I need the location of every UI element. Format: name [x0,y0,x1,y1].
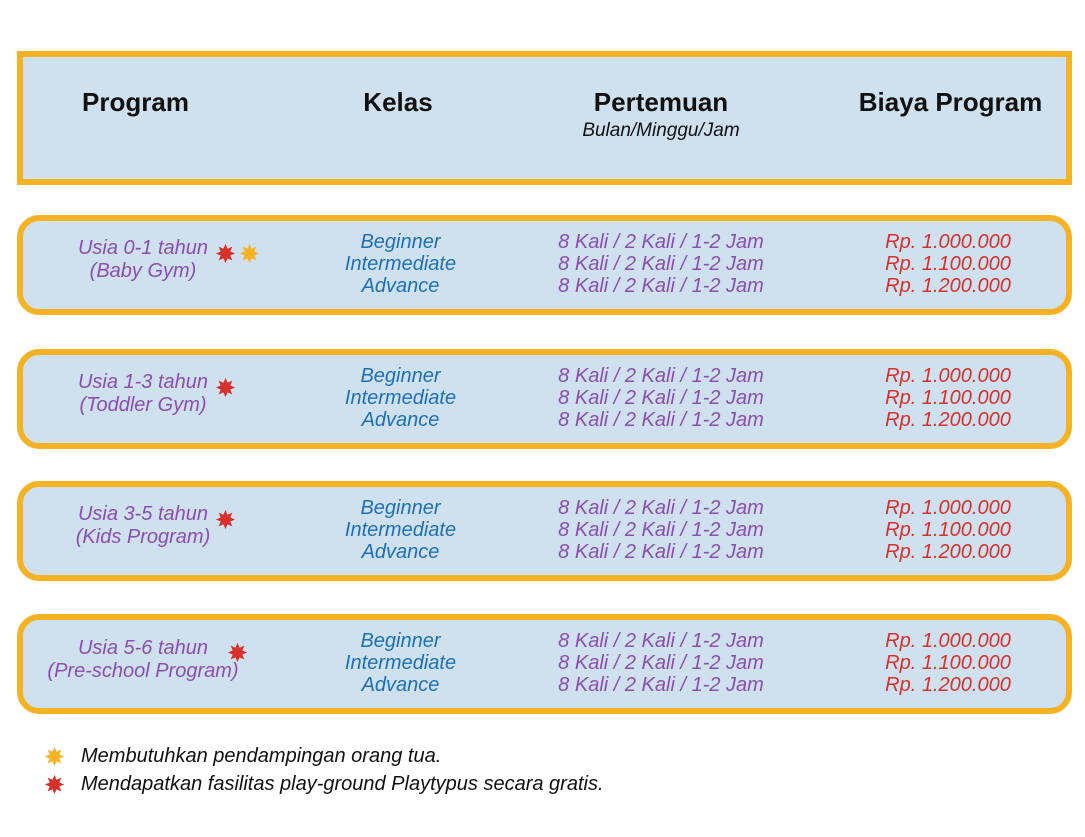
price-list [858,231,1038,297]
program-age: Usia 1-3 tahun [77,371,209,393]
header-pertemuan-label: Pertemuan [593,87,729,117]
class-item: Beginner [360,630,441,652]
red-star-icon [215,509,236,530]
header-kelas [313,87,483,117]
program-badges [215,509,236,530]
program-row [17,614,1072,714]
meeting-item: 8 Kali / 2 Kali / 1-2 Jam [558,365,764,387]
red-star-icon [215,243,236,264]
price-item: Rp. 1.000.000 [885,365,1011,387]
meeting-item: 8 Kali / 2 Kali / 1-2 Jam [558,409,764,431]
header-biaya-label: Biaya Program [858,87,1043,117]
program-title: (Kids Program) [75,526,211,548]
table-header [17,51,1072,185]
price-list [858,497,1038,563]
program-row [17,481,1072,581]
meeting-item: 8 Kali / 2 Kali / 1-2 Jam [558,275,764,297]
class-item: Intermediate [344,253,457,275]
meeting-item: 8 Kali / 2 Kali / 1-2 Jam [558,231,764,253]
yellow-star-icon [44,746,65,767]
price-item: Rp. 1.100.000 [885,519,1011,541]
price-list [858,630,1038,696]
price-item: Rp. 1.100.000 [885,387,1011,409]
price-item: Rp. 1.100.000 [885,652,1011,674]
program-age: Usia 3-5 tahun [77,503,209,525]
legend-free-playground [44,773,604,796]
red-star-icon [215,377,236,398]
meeting-item: 8 Kali / 2 Kali / 1-2 Jam [558,674,764,696]
price-list [858,365,1038,431]
legend-text: Mendapatkan fasilitas play-ground Playtypus secara gratis. [81,773,604,795]
yellow-star-icon [239,243,260,264]
program-badges [215,243,260,264]
class-item: Advance [361,409,440,431]
class-item: Beginner [360,365,441,387]
class-item: Advance [361,674,440,696]
program-title: (Baby Gym) [89,260,197,282]
class-list [313,231,488,297]
meeting-list [536,231,786,297]
price-item: Rp. 1.000.000 [885,630,1011,652]
price-item: Rp. 1.200.000 [885,409,1011,431]
class-item: Intermediate [344,519,457,541]
header-program-label: Program [82,87,189,117]
header-pertemuan [536,87,786,143]
price-item: Rp. 1.000.000 [885,231,1011,253]
class-item: Advance [361,541,440,563]
program-age: Usia 5-6 tahun [77,637,209,659]
legend-parent-accompaniment [44,745,441,768]
program-name [35,637,251,683]
program-badges [215,377,236,398]
price-item: Rp. 1.200.000 [885,275,1011,297]
program-row [17,349,1072,449]
price-item: Rp. 1.200.000 [885,541,1011,563]
header-kelas-label: Kelas [363,87,433,117]
meeting-item: 8 Kali / 2 Kali / 1-2 Jam [558,541,764,563]
class-list [313,365,488,431]
meeting-item: 8 Kali / 2 Kali / 1-2 Jam [558,652,764,674]
class-list [313,497,488,563]
meeting-item: 8 Kali / 2 Kali / 1-2 Jam [558,519,764,541]
program-age: Usia 0-1 tahun [77,237,209,259]
meeting-item: 8 Kali / 2 Kali / 1-2 Jam [558,630,764,652]
meeting-list [536,497,786,563]
class-item: Beginner [360,497,441,519]
class-item: Advance [361,275,440,297]
price-item: Rp. 1.100.000 [885,253,1011,275]
program-row [17,215,1072,315]
header-program [23,87,248,117]
meeting-list [536,630,786,696]
program-title: (Toddler Gym) [79,394,207,416]
class-item: Intermediate [344,387,457,409]
header-pertemuan-sub: Bulan/Minggu/Jam [582,120,740,141]
meeting-item: 8 Kali / 2 Kali / 1-2 Jam [558,387,764,409]
program-badges [227,642,248,663]
red-star-icon [44,774,65,795]
price-item: Rp. 1.000.000 [885,497,1011,519]
legend-text: Membutuhkan pendampingan orang tua. [81,745,442,767]
header-biaya [828,87,1073,117]
red-star-icon [227,642,248,663]
class-item: Intermediate [344,652,457,674]
meeting-item: 8 Kali / 2 Kali / 1-2 Jam [558,497,764,519]
program-title: (Pre-school Program) [47,660,239,682]
meeting-list [536,365,786,431]
class-list [313,630,488,696]
meeting-item: 8 Kali / 2 Kali / 1-2 Jam [558,253,764,275]
class-item: Beginner [360,231,441,253]
price-item: Rp. 1.200.000 [885,674,1011,696]
